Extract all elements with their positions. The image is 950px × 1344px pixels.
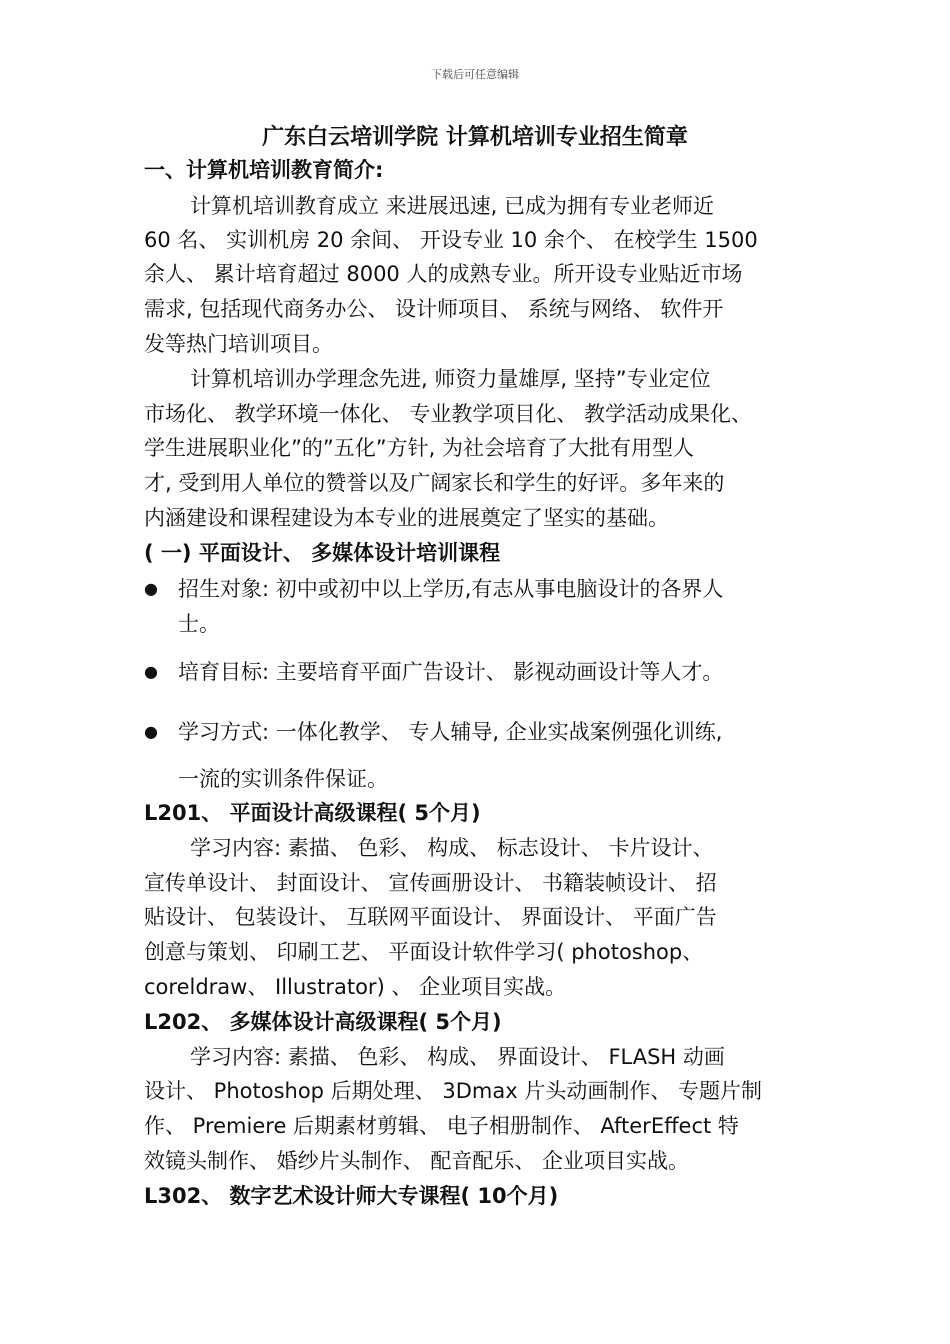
intro-p2-line: 内涵建设和课程建设为本专业的进展奠定了坚实的基础。 [144, 506, 669, 530]
bullet-text: 培育目标: 主要培育平面广告设计、 影视动画设计等人才。 [178, 660, 724, 684]
bullet-text: 士。 [178, 612, 220, 636]
bullet-dot-icon: ● [144, 662, 158, 681]
intro-p1-line: 余人、 累计培育超过 8000 人的成熟专业。所开设专业贴近市场 [144, 262, 743, 286]
page-header: 下载后可任意编辑 [431, 68, 519, 81]
document-title: 广东白云培训学院 计算机培训专业招生简章 [262, 125, 688, 150]
intro-p2-line: 才, 受到用人单位的赞誉以及广阔家长和学生的好评。多年来的 [144, 471, 725, 495]
section-heading-intro: 一、计算机培训教育简介: [144, 158, 384, 182]
course-heading: L202、 多媒体设计高级课程( 5个月) [144, 1010, 502, 1034]
bullet-text: 一流的实训条件保证。 [178, 767, 388, 791]
course-line: 效镜头制作、 婚纱片头制作、 配音配乐、 企业项目实战。 [144, 1149, 690, 1173]
course-heading: L201、 平面设计高级课程( 5个月) [144, 801, 481, 825]
course-line: 创意与策划、 印刷工艺、 平面设计软件学习( photoshop、 [144, 940, 704, 964]
intro-p2-line: 学生进展职业化”的”五化”方针, 为社会培育了大批有用型人 [144, 436, 694, 460]
intro-p1-line: 60 名、 实训机房 20 余间、 开设专业 10 余个、 在校学生 1500 [144, 228, 758, 252]
intro-p1-line: 需求, 包括现代商务办公、 设计师项目、 系统与网络、 软件开 [144, 297, 724, 321]
section-heading-courses: ( 一) 平面设计、 多媒体设计培训课程 [144, 541, 501, 565]
course-line: 设计、 Photoshop 后期处理、 3Dmax 片头动画制作、 专题片制 [144, 1079, 762, 1103]
course-line: 学习内容: 素描、 色彩、 构成、 标志设计、 卡片设计、 [190, 836, 714, 860]
intro-p2-line: 计算机培训办学理念先进, 师资力量雄厚, 坚持”专业定位 [190, 367, 711, 391]
bullet-text: 学习方式: 一体化教学、 专人辅导, 企业实战案例强化训练, [178, 720, 723, 744]
course-line: coreldraw、 Illustrator) 、 企业项目实战。 [144, 975, 567, 999]
bullet-dot-icon: ● [144, 722, 158, 741]
course-line: 宣传单设计、 封面设计、 宣传画册设计、 书籍装帧设计、 招 [144, 871, 717, 895]
intro-p1-line: 发等热门培训项目。 [144, 332, 333, 356]
course-line: 作、 Premiere 后期素材剪辑、 电子相册制作、 AfterEffect 特 [144, 1114, 739, 1138]
course-heading: L302、 数字艺术设计师大专课程( 10个月) [144, 1184, 559, 1208]
bullet-dot-icon: ● [144, 579, 158, 598]
intro-p1-line: 计算机培训教育成立 来进展迅速, 已成为拥有专业老师近 [190, 194, 715, 218]
course-line: 贴设计、 包装设计、 互联网平面设计、 界面设计、 平面广告 [144, 905, 717, 929]
intro-p2-line: 市场化、 教学环境一体化、 专业教学项目化、 教学活动成果化、 [144, 402, 753, 426]
course-line: 学习内容: 素描、 色彩、 构成、 界面设计、 FLASH 动画 [190, 1045, 725, 1069]
bullet-text: 招生对象: 初中或初中以上学历,有志从事电脑设计的各界人 [178, 577, 724, 601]
